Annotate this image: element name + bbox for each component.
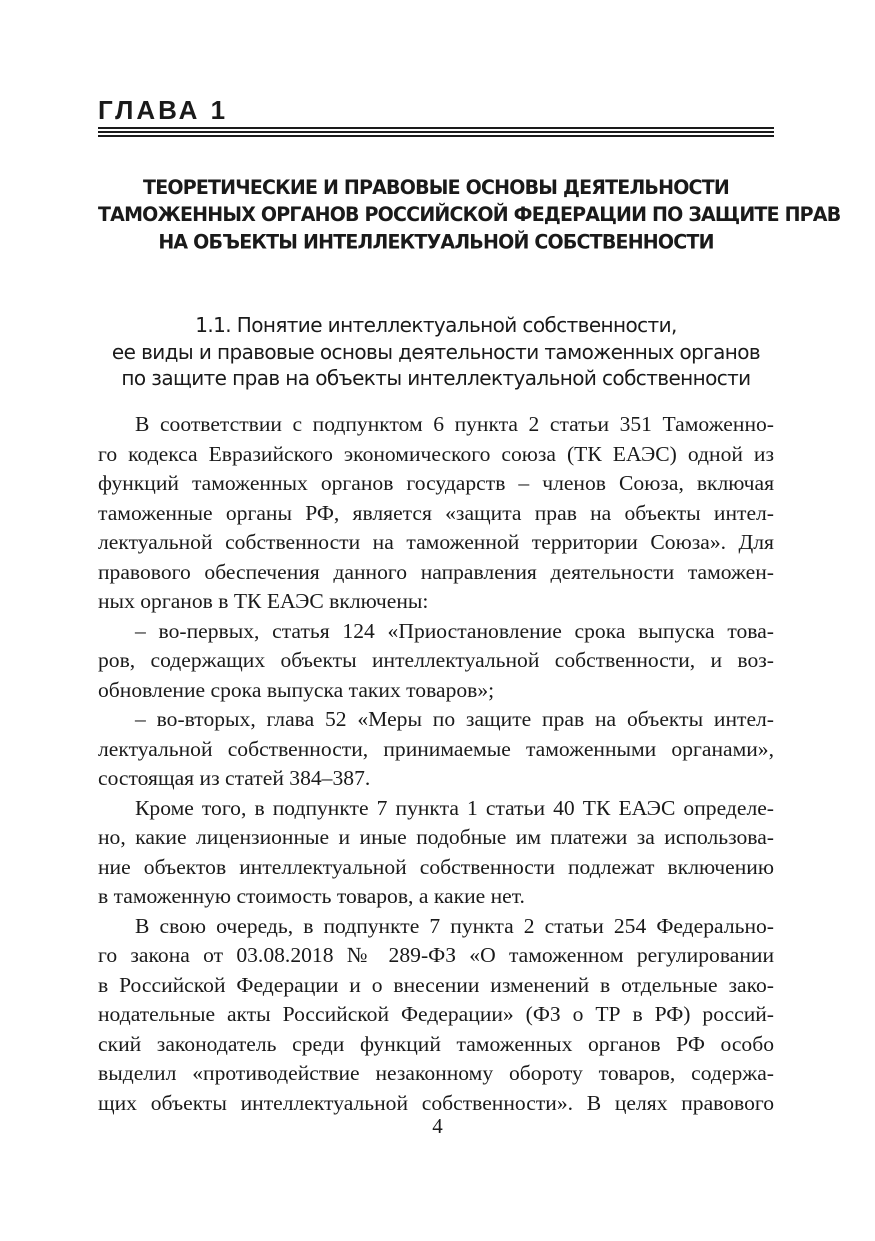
- text-line: – во-первых, статья 124 «Приостановление срока выпуска това-: [135, 618, 774, 643]
- paragraph: [98, 912, 774, 1119]
- text-line: ров, содержащих объекты интеллектуальной собственности, и воз-: [98, 648, 774, 672]
- text-line: ский законодатель среди функций таможенных органов РФ особо: [98, 1031, 774, 1056]
- chapter-heading: ГЛАВА 1: [98, 95, 229, 125]
- text-line: лектуальной собственности, принимаемые таможенными органами»,: [98, 736, 774, 761]
- text-line: правового обеспечения данного направления деятельности таможен-: [98, 559, 774, 584]
- section-title-line: ТЕОРЕТИЧЕСКИЕ И ПРАВОВЫЕ ОСНОВЫ ДЕЯТЕЛЬНОСТИ: [143, 176, 729, 200]
- section-title: [98, 174, 841, 255]
- heading-rule: [98, 127, 774, 129]
- heading-rule: [98, 131, 774, 133]
- subsection-title-line: 1.1. Понятие интеллектуальной собственности,: [195, 313, 677, 337]
- subsection-title: [98, 312, 774, 392]
- paragraph: [98, 794, 774, 912]
- text-line: состоящая из статей 384–387.: [98, 766, 371, 790]
- text-line: В свою очередь, в подпункте 7 пункта 2 статьи 254 Федерально-: [135, 913, 774, 938]
- paragraph: [98, 705, 774, 794]
- text-line: ние объектов интеллектуальной собственности подлежат включению: [98, 854, 774, 879]
- text-line: го закона от 03.08.2018 № 289-ФЗ «О таможенном регулировании: [98, 943, 774, 967]
- text-line: лектуальной собственности на таможенной территории Союза». Для: [98, 530, 774, 554]
- text-line: ных органов в ТК ЕАЭС включены:: [98, 589, 429, 613]
- page-number: 4: [432, 1114, 443, 1138]
- subsection-title-line: по защите прав на объекты интеллектуальной собственности: [121, 366, 751, 390]
- text-line: таможенные органы РФ, является «защита прав на объекты интел-: [98, 500, 774, 525]
- section-title-line: НА ОБЪЕКТЫ ИНТЕЛЛЕКТУАЛЬНОЙ СОБСТВЕННОСТИ: [158, 230, 714, 254]
- subsection-title-line: ее виды и правовые основы деятельности таможенных органов: [111, 339, 761, 364]
- text-line: в таможенную стоимость товаров, а какие нет.: [98, 884, 525, 908]
- text-line: обновление срока выпуска таких товаров»;: [98, 677, 495, 702]
- body-text: [98, 410, 774, 1118]
- text-line: – во-вторых, глава 52 «Меры по защите прав на объекты интел-: [135, 707, 774, 731]
- text-line: но, какие лицензионные и иные подобные им платежи за использова-: [98, 825, 774, 849]
- text-line: го кодекса Евразийского экономического союза (ТК ЕАЭС) одной из: [98, 441, 774, 466]
- paragraph: [98, 410, 774, 617]
- text-line: функций таможенных органов государств – членов Союза, включая: [98, 471, 774, 495]
- text-line: выделил «противодействие незаконному обороту товаров, содержа-: [98, 1061, 774, 1085]
- section-title-line: ТАМОЖЕННЫХ ОРГАНОВ РОССИЙСКОЙ ФЕДЕРАЦИИ ПО ЗАЩИТЕ ПРАВ: [98, 203, 841, 227]
- text-line: Кроме того, в подпункте 7 пункта 1 статьи 40 ТК ЕАЭС определе-: [135, 795, 774, 820]
- heading-rule: [98, 135, 774, 137]
- text-line: нодательные акты Российской Федерации» (ФЗ о ТР в РФ) россий-: [98, 1002, 774, 1026]
- text-line: щих объекты интеллектуальной собственности». В целях правового: [98, 1090, 774, 1115]
- paragraph: [98, 617, 774, 706]
- text-line: В соответствии с подпунктом 6 пункта 2 статьи 351 Таможенно-: [135, 412, 774, 436]
- text-line: в Российской Федерации и о внесении изменений в отдельные зако-: [98, 972, 774, 997]
